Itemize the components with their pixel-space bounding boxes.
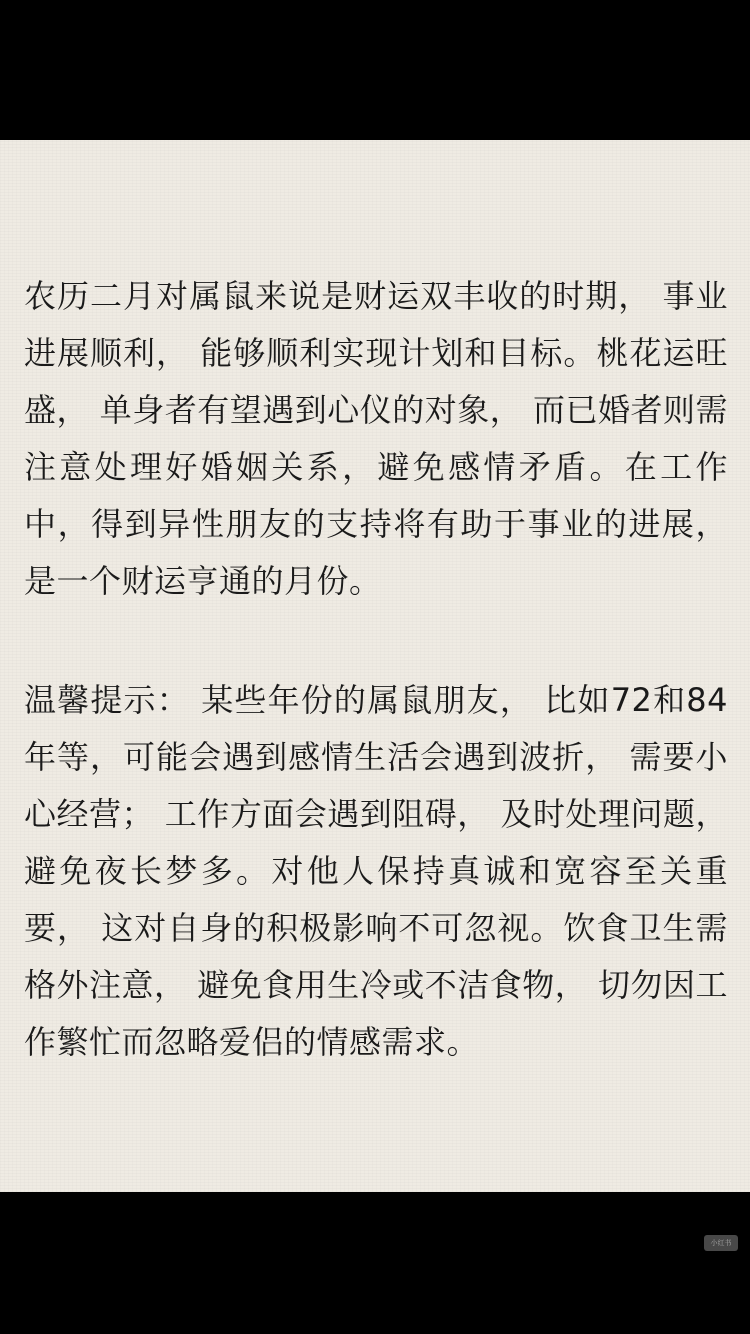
bottom-black-bar (0, 1192, 750, 1334)
top-black-bar (0, 0, 750, 140)
paper-card (0, 140, 750, 1192)
paragraph-fortune: 农历二月对属鼠来说是财运双丰收的时期， 事业进展顺利， 能够顺利实现计划和目标。桃花运旺盛， 单身者有望遇到心仪的对象， 而已婚者则需注意处理好婚姻关系，避免感情矛盾。在工作中，得到异性朋友的支持将有助于事业的进展，是一个财运亨通的月份。 (24, 277, 728, 600)
watermark-logo: 小红书 (704, 1235, 738, 1251)
paragraph-tips: 温馨提示： 某些年份的属鼠朋友， 比如72和84年等，可能会遇到感情生活会遇到波折， 需要小心经营； 工作方面会遇到阻碍， 及时处理问题， 避免夜长梦多。对他人保持真诚和宽容至关重要， 这对自身的积极影响不可忽视。饮食卫生需格外注意， 避免食用生冷或不洁食物， 切勿因工作繁忙而忽略爱侣的情感需求。 (24, 681, 728, 1061)
